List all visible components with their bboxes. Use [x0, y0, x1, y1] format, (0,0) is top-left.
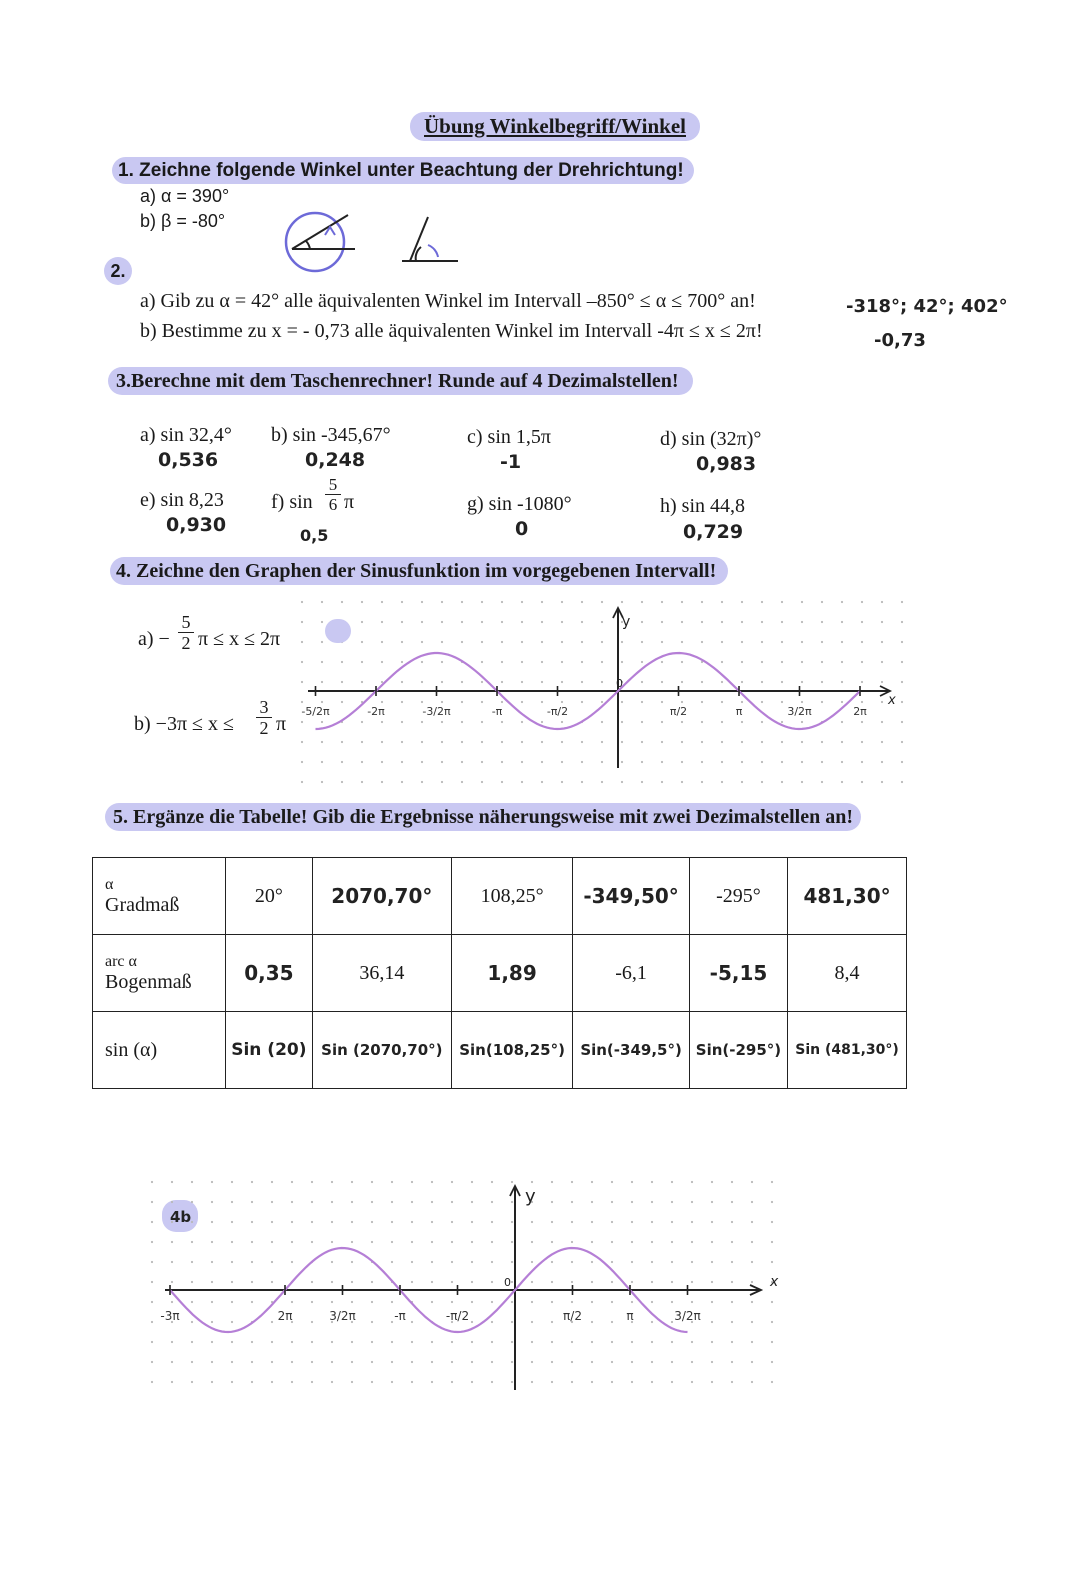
table-row-sin [93, 1012, 907, 1089]
task3-answer-g: 0 [515, 518, 529, 540]
task4-b-prefix: b) −3π ≤ x ≤ [134, 713, 234, 735]
tick-label: 2π [853, 705, 867, 718]
graph-b-label: 4b [170, 1208, 192, 1226]
task4-text: Zeichne den Graphen der Sinusfunktion im vorgegebenen Intervall! [136, 560, 717, 582]
task3-answer-d: 0,983 [696, 453, 757, 475]
tick-label: 3/2π [674, 1309, 701, 1323]
task3-item-d: d) sin (32π)° [660, 428, 762, 450]
task4-b-numerator: 3 [259, 697, 269, 717]
task3-item-f-numerator: 5 [328, 475, 338, 494]
task2-a: a) Gib zu α = 42° alle äquivalenten Winkel im Intervall –850° ≤ α ≤ 700° an! [140, 290, 756, 312]
tick-label: -3π [160, 1309, 180, 1323]
tick-label: 2π [277, 1309, 293, 1323]
task1-b: b) β = -80° [140, 211, 226, 231]
task3-item-b: b) sin -345,67° [271, 424, 391, 446]
task3-answer-h: 0,729 [683, 521, 744, 543]
tick-label: π/2 [669, 705, 688, 718]
task4-a-denominator: 2 [181, 633, 191, 653]
task4-a-fraction [178, 613, 194, 652]
task3-answer-b: 0,248 [305, 449, 366, 471]
tick-label: -π [491, 705, 503, 718]
table-head-sin: sin (α) [93, 1012, 226, 1089]
task4-a-prefix: a) − [138, 628, 170, 650]
task5-number: 5. [113, 806, 128, 828]
table-head-bogenmass [93, 935, 226, 1012]
table-head-gradmass [93, 858, 226, 935]
task3-item-f-pi: π [344, 491, 355, 513]
tick-label: -π/2 [445, 1309, 470, 1323]
arc-alpha-label: arc α [105, 952, 137, 970]
task1-heading [112, 160, 694, 182]
task4-heading [110, 560, 728, 583]
tick-label: π [626, 1309, 634, 1323]
table-cell[interactable]: Sin (2070,70°) [312, 1012, 451, 1089]
graph-b-x-label: x [770, 1274, 779, 1290]
worksheet-title: Übung Winkelbegriff/Winkel [410, 112, 700, 141]
task2-a-answer: -318°; 42°; 402° [846, 296, 1008, 317]
task2-number: 2. [104, 257, 132, 285]
alpha-symbol: α [105, 875, 114, 893]
task3-item-g: g) sin -1080° [467, 493, 572, 515]
task5-text-post: an! [825, 806, 853, 828]
table-cell[interactable]: 0,35 [226, 935, 313, 1012]
task1-number: 1. [118, 160, 134, 181]
bogenmass-label: Bogenmaß [105, 970, 192, 993]
task1-a: a) α = 390° [140, 186, 230, 206]
angle-table [92, 857, 907, 1089]
task3-answer-c: -1 [500, 451, 522, 473]
task3-answer-a: 0,536 [158, 449, 219, 471]
table-cell[interactable]: 2070,70° [312, 858, 451, 935]
task5-text-pre: Ergänze die Tabelle! Gib die Ergebnisse näherungsweise mit [133, 806, 649, 828]
task3-answer-f: 0,5 [300, 526, 329, 545]
sine-graph-b [150, 1180, 790, 1400]
tick-label: π [735, 705, 743, 718]
tick-label: -2π [367, 705, 385, 718]
task3-item-f: f) sin [271, 491, 313, 513]
table-cell[interactable]: Sin(-349,5°) [573, 1012, 690, 1089]
tick-label: -π/2 [546, 705, 569, 718]
task4-b-fraction [256, 698, 272, 737]
table-cell[interactable]: Sin(-295°) [689, 1012, 787, 1089]
tick-label: -π [394, 1309, 406, 1323]
task3-item-h: h) sin 44,8 [660, 495, 745, 517]
task5-heading [105, 806, 861, 829]
table-cell[interactable]: Sin (20) [226, 1012, 313, 1089]
tick-label: π/2 [563, 1309, 582, 1323]
table-cell[interactable]: Sin (481,30°) [788, 1012, 907, 1089]
table-cell[interactable]: 1,89 [451, 935, 572, 1012]
graph-a-y-label: y [622, 614, 631, 630]
tick-label: 3/2π [329, 1309, 356, 1323]
table-cell[interactable]: -5,15 [689, 935, 787, 1012]
task2-b: b) Bestimme zu x = - 0,73 alle äquivalenten Winkel im Intervall -4π ≤ x ≤ 2π! [140, 320, 763, 342]
angle-sketch-beta [402, 217, 458, 261]
tick-label: 3/2π [787, 705, 812, 718]
table-cell[interactable]: 20° [226, 858, 313, 935]
gradmass-label: Gradmaß [105, 893, 180, 916]
task2-b-answer: -0,73 [874, 330, 926, 351]
task4-b-denominator: 2 [259, 718, 269, 738]
table-cell[interactable]: -295° [689, 858, 787, 935]
task4-a-suffix: π ≤ x ≤ 2π [198, 628, 281, 650]
table-cell[interactable]: 8,4 [788, 935, 907, 1012]
task3-answer-e: 0,930 [166, 514, 227, 536]
graph-a-origin: 0 [616, 677, 623, 690]
task3-text: Berechne mit dem Taschenrechner! Runde auf 4 Dezimalstellen! [131, 370, 679, 392]
task4-a-numerator: 5 [181, 612, 191, 632]
table-cell[interactable]: -349,50° [573, 858, 690, 935]
task3-item-c: c) sin 1,5π [467, 426, 551, 448]
table-cell[interactable]: 108,25° [451, 858, 572, 935]
task4-number: 4. [116, 560, 131, 582]
task1-text: Zeichne folgende Winkel unter Beachtung der Drehrichtung! [139, 160, 684, 181]
tick-label: -5/2π [301, 705, 330, 718]
table-cell[interactable]: 36,14 [312, 935, 451, 1012]
angle-sketch-alpha [286, 213, 355, 271]
task4-b-suffix: π [276, 713, 287, 735]
task2-number-wrap [104, 257, 132, 285]
task3-item-f-denominator: 6 [328, 495, 338, 514]
table-row-gradmass [93, 858, 907, 935]
table-row-bogenmass [93, 935, 907, 1012]
angle-sketches [280, 205, 470, 280]
task3-item-e: e) sin 8,23 [140, 489, 224, 511]
sine-graph-a [300, 600, 910, 790]
graph-a-label-highlight [325, 619, 351, 643]
table-cell[interactable]: Sin(108,25°) [451, 1012, 572, 1089]
task5-text-bold: zwei Dezimalstellen [653, 806, 821, 828]
task3-item-f-fraction [325, 476, 341, 513]
table-cell[interactable]: 481,30° [788, 858, 907, 935]
task3-heading [108, 370, 693, 393]
graph-b-y-label: y [525, 1186, 536, 1207]
graph-a-x-label: x [888, 693, 896, 708]
tick-label: -3/2π [422, 705, 451, 718]
task3-number: 3. [116, 370, 131, 392]
task3-item-a: a) sin 32,4° [140, 424, 232, 446]
table-cell[interactable]: -6,1 [573, 935, 690, 1012]
graph-b-origin: 0 [504, 1276, 511, 1289]
